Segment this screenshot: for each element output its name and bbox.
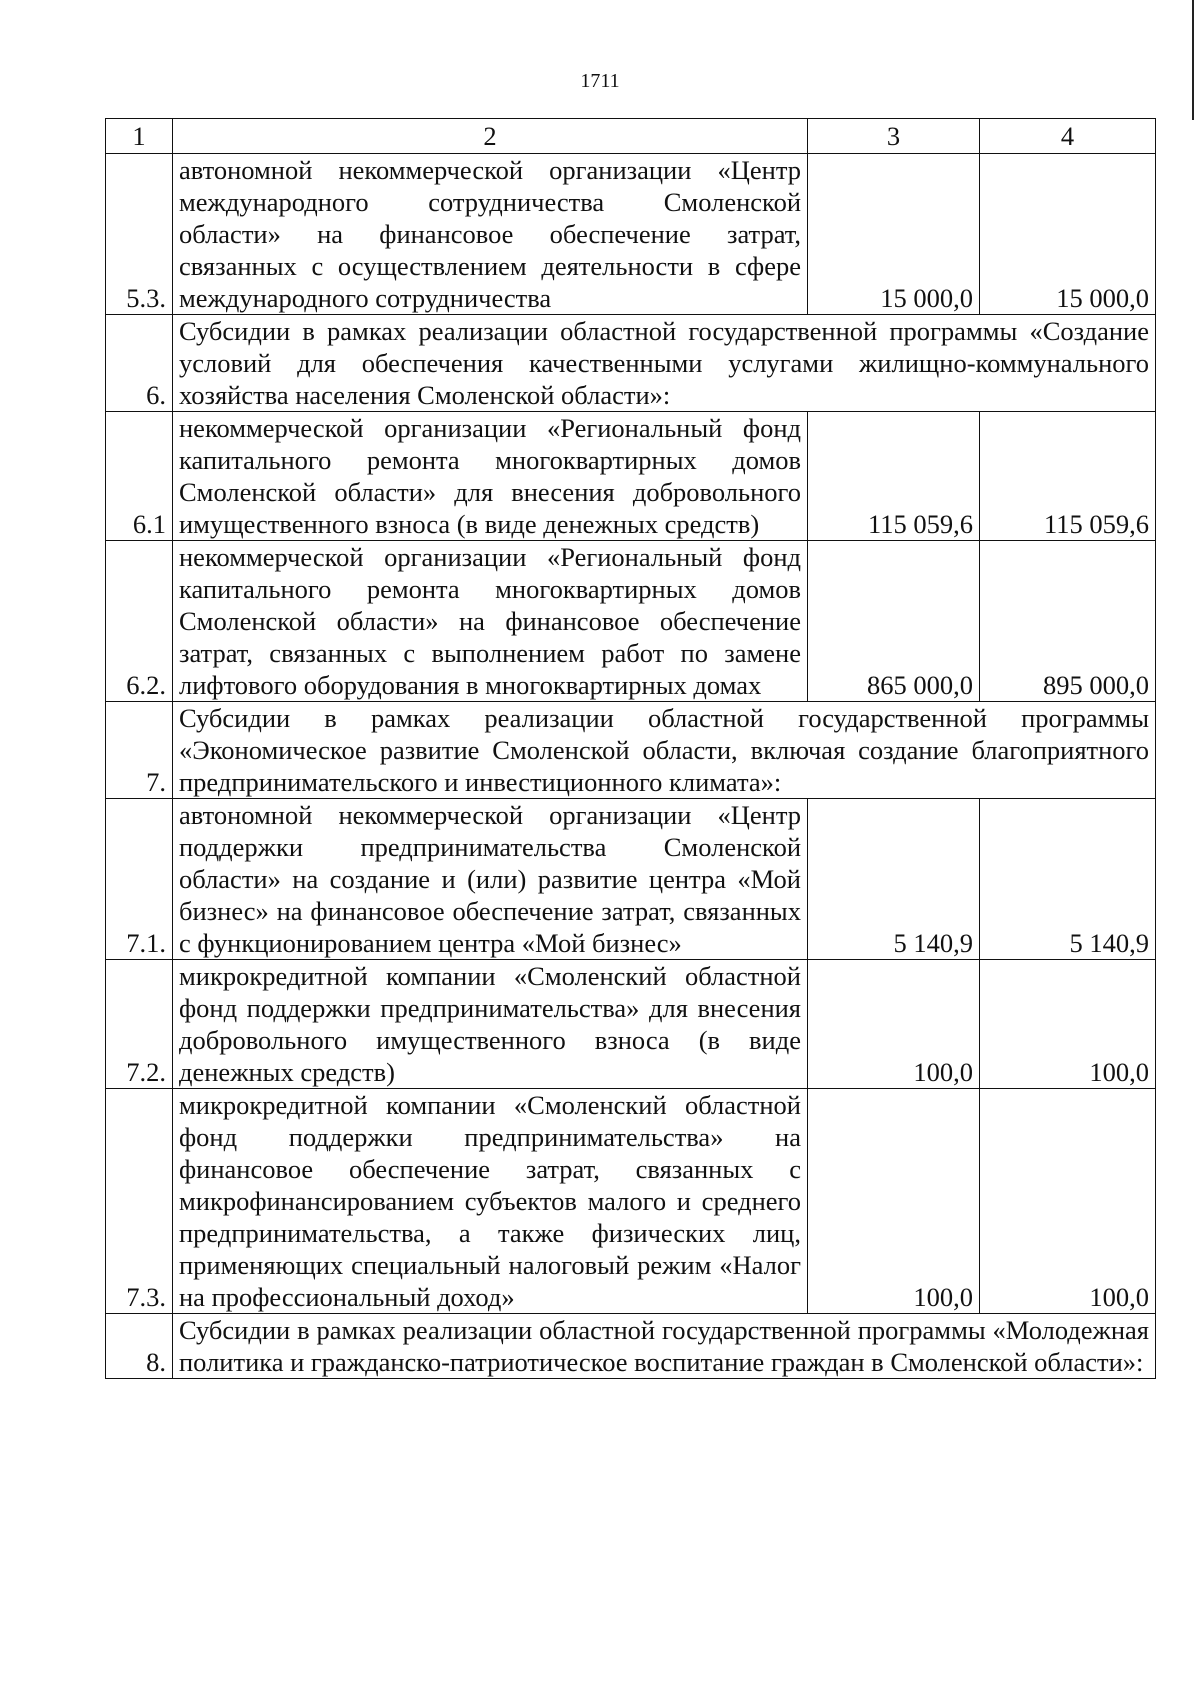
section-description: Субсидии в рамках реализации областной государственной программы «Экономическое развитие Смоленской области, включая создание благоприятного предпринимательского и инвестиционного климата»:: [173, 702, 1156, 799]
row-description: микрокредитной компании «Смоленский областной фонд поддержки предпринимательства» для внесения добровольного имущественного взноса (в виде денежных средств): [173, 960, 808, 1089]
row-number: 6.1: [106, 412, 173, 541]
header-cell-2: 2: [173, 119, 808, 154]
row-number: 6.2.: [106, 541, 173, 702]
table-row: [106, 960, 1156, 1089]
table-section-row: [106, 315, 1156, 412]
row-value-col3: 865 000,0: [808, 541, 980, 702]
section-number: 6.: [106, 315, 173, 412]
row-value-col3: 15 000,0: [808, 154, 980, 315]
row-description: некоммерческой организации «Региональный фонд капитального ремонта многоквартирных домов Смоленской области» для внесения добровольного имущественного взноса (в виде денежных средств): [173, 412, 808, 541]
section-number: 7.: [106, 702, 173, 799]
row-value-col3: 5 140,9: [808, 799, 980, 960]
table-row: [106, 799, 1156, 960]
header-cell-1: 1: [106, 119, 173, 154]
row-description: микрокредитной компании «Смоленский областной фонд поддержки предпринимательства» на финансовое обеспечение затрат, связанных с микрофинансированием субъектов малого и среднего предпринимательства, а также физических лиц, применяющих специальный налоговый режим «Налог на профессиональный доход»: [173, 1089, 808, 1314]
row-value-col3: 115 059,6: [808, 412, 980, 541]
row-value-col4: 115 059,6: [980, 412, 1156, 541]
row-number: 7.2.: [106, 960, 173, 1089]
row-value-col4: 100,0: [980, 960, 1156, 1089]
row-number: 7.3.: [106, 1089, 173, 1314]
subsidy-table: [105, 118, 1156, 1379]
header-cell-4: 4: [980, 119, 1156, 154]
row-number: 7.1.: [106, 799, 173, 960]
table-section-row: [106, 1314, 1156, 1379]
table-row: [106, 154, 1156, 315]
table-row: [106, 541, 1156, 702]
table-header-row: [106, 119, 1156, 154]
row-value-col3: 100,0: [808, 1089, 980, 1314]
row-number: 5.3.: [106, 154, 173, 315]
header-cell-3: 3: [808, 119, 980, 154]
scan-edge-line: [1192, 0, 1194, 120]
section-number: 8.: [106, 1314, 173, 1379]
row-value-col3: 100,0: [808, 960, 980, 1089]
table-row: [106, 412, 1156, 541]
row-value-col4: 100,0: [980, 1089, 1156, 1314]
section-description: Субсидии в рамках реализации областной государственной программы «Создание условий для обеспечения качественными услугами жилищно-коммунального хозяйства населения Смоленской области»:: [173, 315, 1156, 412]
row-description: автономной некоммерческой организации «Центр международного сотрудничества Смоленской области» на финансовое обеспечение затрат, связанных с осуществлением деятельности в сфере международного сотрудничества: [173, 154, 808, 315]
page-number: 1711: [580, 70, 620, 92]
table-section-row: [106, 702, 1156, 799]
table-row: [106, 1089, 1156, 1314]
row-value-col4: 895 000,0: [980, 541, 1156, 702]
row-description: некоммерческой организации «Региональный фонд капитального ремонта многоквартирных домов Смоленской области» на финансовое обеспечение затрат, связанных с выполнением работ по замене лифтового оборудования в многоквартирных домах: [173, 541, 808, 702]
row-value-col4: 5 140,9: [980, 799, 1156, 960]
row-description: автономной некоммерческой организации «Центр поддержки предпринимательства Смоленской области» на создание и (или) развитие центра «Мой бизнес» на финансовое обеспечение затрат, связанных с функционированием центра «Мой бизнес»: [173, 799, 808, 960]
row-value-col4: 15 000,0: [980, 154, 1156, 315]
section-description: Субсидии в рамках реализации областной государственной программы «Молодежная политика и гражданско-патриотическое воспитание граждан в Смоленской области»:: [173, 1314, 1156, 1379]
